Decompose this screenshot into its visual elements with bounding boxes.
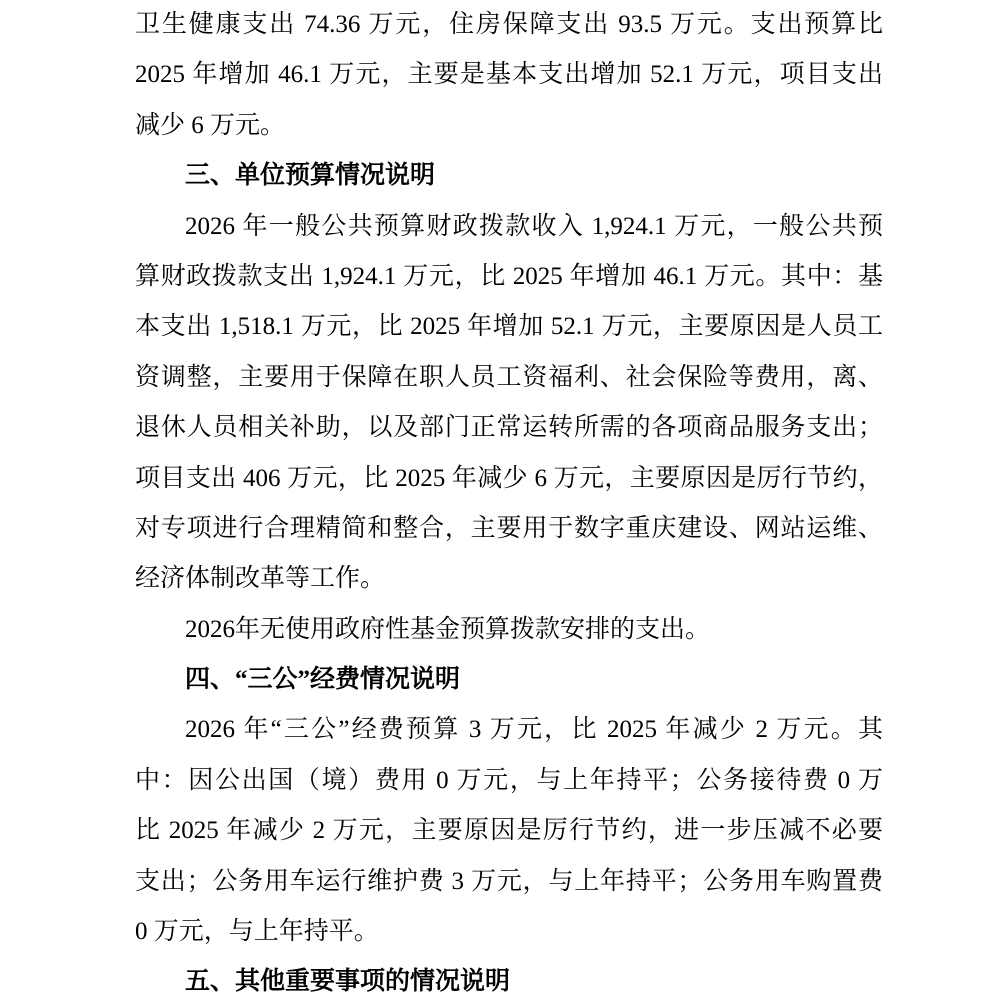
paragraph-line: 本支出 1,518.1 万元，比 2025 年增加 52.1 万元，主要原因是人员工 bbox=[135, 313, 883, 341]
paragraph-line: 减少 6 万元。 bbox=[135, 111, 286, 139]
paragraph-line: 0 万元，与上年持平。 bbox=[135, 918, 379, 946]
paragraph-line: 退休人员相关补助，以及部门正常运转所需的各项商品服务支出； bbox=[135, 414, 883, 442]
section-heading-4: 四、“三公”经费情况说明 bbox=[185, 666, 461, 694]
paragraph-line: 中：因公出国（境）费用 0 万元，与上年持平；公务接待费 0 万 bbox=[135, 766, 883, 794]
section-heading-3: 三、单位预算情况说明 bbox=[185, 162, 436, 190]
paragraph-line: 对专项进行合理精简和整合，主要用于数字重庆建设、网站运维、 bbox=[135, 514, 883, 542]
paragraph-line: 算财政拨款支出 1,924.1 万元，比 2025 年增加 46.1 万元。其中：基 bbox=[135, 262, 883, 290]
paragraph-line: 2026 年一般公共预算财政拨款收入 1,924.1 万元，一般公共预 bbox=[185, 212, 883, 240]
paragraph-line: 项目支出 406 万元，比 2025 年减少 6 万元，主要原因是厉行节约， bbox=[135, 464, 883, 492]
paragraph-line: 2026 年“三公”经费预算 3 万元，比 2025 年减少 2 万元。其 bbox=[185, 716, 883, 744]
paragraph-line: 支出；公务用车运行维护费 3 万元，与上年持平；公务用车购置费 bbox=[135, 867, 883, 895]
paragraph-line: 2025 年增加 46.1 万元，主要是基本支出增加 52.1 万元，项目支出 bbox=[135, 61, 883, 89]
paragraph-line: 2026年无使用政府性基金预算拨款安排的支出。 bbox=[185, 615, 711, 643]
document-body bbox=[135, 0, 883, 1008]
paragraph-line: 资调整，主要用于保障在职人员工资福利、社会保险等费用，离、 bbox=[135, 363, 883, 391]
paragraph-line: 经济体制改革等工作。 bbox=[135, 565, 386, 593]
paragraph-line: 卫生健康支出 74.36 万元，住房保障支出 93.5 万元。支出预算比 bbox=[135, 11, 883, 38]
section-heading-5: 五、其他重要事项的情况说明 bbox=[185, 968, 511, 996]
paragraph-line: 比 2025 年减少 2 万元，主要原因是厉行节约，进一步压减不必要 bbox=[135, 817, 883, 845]
